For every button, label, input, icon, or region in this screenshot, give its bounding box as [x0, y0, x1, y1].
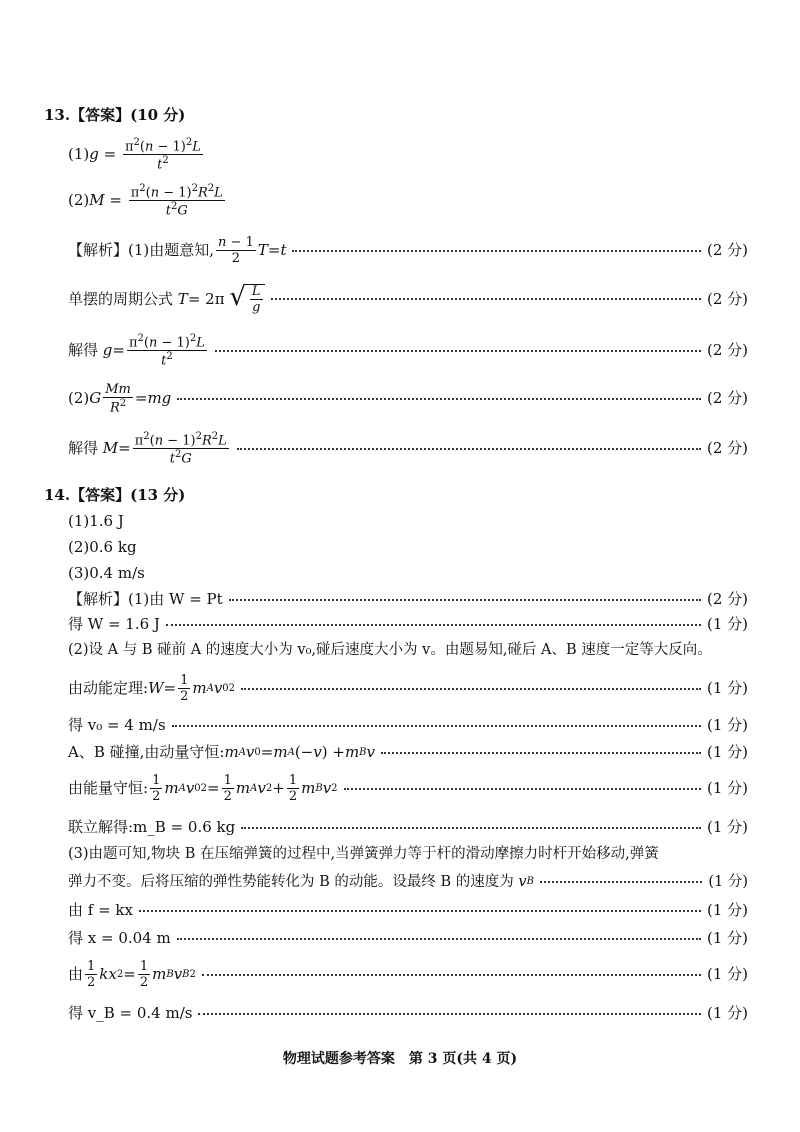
- score: (2 分): [706, 289, 748, 308]
- q13-gravity: (2) G $\frac{Mm}{R^2}$ = mg (2 分): [68, 382, 748, 416]
- q14-w-result: 得 W = 1.6 J (1 分): [68, 615, 748, 633]
- score: (1 分): [706, 1004, 748, 1022]
- q14-part2-text: (2)设 A 与 B 碰前 A 的速度大小为 v₀,碰后速度大小为 v。由题易知,碰后 A、B 速度一定等大反向。: [68, 642, 712, 658]
- q14-mb-result: 联立解得:m_B = 0.6 kg (1 分): [68, 818, 748, 836]
- q14-kinetic-theorem: 由动能定理: W = $\frac{1}{2}$ m A v 0 2 (1 分): [68, 673, 748, 704]
- q13-solve-M: 解得 M = $\frac{\pi^2(n - 1)^2R^2L}{t^2G}$ (2 分): [68, 431, 748, 467]
- q14-jiexi-1: 【解析】(1)由 W = Pt (2 分): [68, 590, 748, 608]
- score: (1 分): [708, 874, 748, 890]
- q14-momentum: A、B 碰撞,由动量守恒: m A v 0 = m A (− v ) + m B v (1 分): [68, 743, 748, 761]
- q14-part3-text2: 弹力不变。后将压缩的弹性势能转化为 B 的动能。设最终 B 的速度为 v B (1 分): [68, 874, 748, 890]
- q14-elastic-energy: 由 $\frac{1}{2}$ kx 2 = $\frac{1}{2}$ m B v B 2 (1 分): [68, 959, 748, 990]
- q13-heading: 13.【答案】(10 分): [44, 106, 186, 124]
- score: (2 分): [706, 241, 748, 259]
- score: (1 分): [706, 929, 748, 947]
- score: (1 分): [706, 716, 748, 734]
- q13-pendulum-formula: 单摆的周期公式 T = 2π √ $\frac{L}{g}$ (2 分): [68, 282, 748, 315]
- q14-answer-3: (3)0.4 m/s: [68, 564, 145, 582]
- score: (1 分): [706, 679, 748, 697]
- q14-f-kx: 由 f = kx (1 分): [68, 901, 748, 919]
- q14-answer-2: (2)0.6 kg: [68, 538, 137, 556]
- q14-answer-1: (1)1.6 J: [68, 512, 124, 530]
- q14-v0-result: 得 v₀ = 4 m/s (1 分): [68, 716, 748, 734]
- q14-vb-result: 得 v_B = 0.4 m/s (1 分): [68, 1004, 748, 1022]
- q14-part3-text1: (3)由题可知,物块 B 在压缩弹簧的过程中,当弹簧弹力等于杆的滑动摩擦力时杆开始移动,弹簧: [68, 846, 659, 862]
- q13-answer-2: (2)M = $\frac{\pi^2(n - 1)^2R^2L}{t^2G}$: [68, 183, 223, 219]
- score: (2 分): [706, 590, 748, 608]
- q14-heading: 14.【答案】(13 分): [44, 486, 186, 504]
- score: (2 分): [706, 341, 748, 360]
- score: (2 分): [706, 389, 748, 408]
- score: (1 分): [706, 818, 748, 836]
- q13-answer-1: (1)g = $\frac{\pi^2(n - 1)^2L}{t^2}$: [68, 137, 201, 173]
- score: (2 分): [706, 439, 748, 458]
- score: (1 分): [706, 779, 748, 797]
- q14-energy: 由能量守恒: $\frac{1}{2}$ m A v 0 2 = $\frac{1}{2}$ m A v 2 + $\frac{1}{2}$ m B v 2 (1 分): [68, 773, 748, 804]
- score: (1 分): [706, 901, 748, 919]
- score: (1 分): [706, 615, 748, 633]
- page-footer: 物理试题参考答案 第 3 页(共 4 页): [282, 1051, 518, 1067]
- q13-jiexi-1: 【解析】(1)由题意知, $\frac{n - 1}{2}$ T = t (2 分): [68, 235, 748, 266]
- q13-solve-g: 解得 g = $\frac{\pi^2(n - 1)^2L}{t^2}$ (2 分): [68, 333, 748, 369]
- score: (1 分): [706, 743, 748, 761]
- score: (1 分): [706, 965, 748, 983]
- q14-x-result: 得 x = 0.04 m (1 分): [68, 929, 748, 947]
